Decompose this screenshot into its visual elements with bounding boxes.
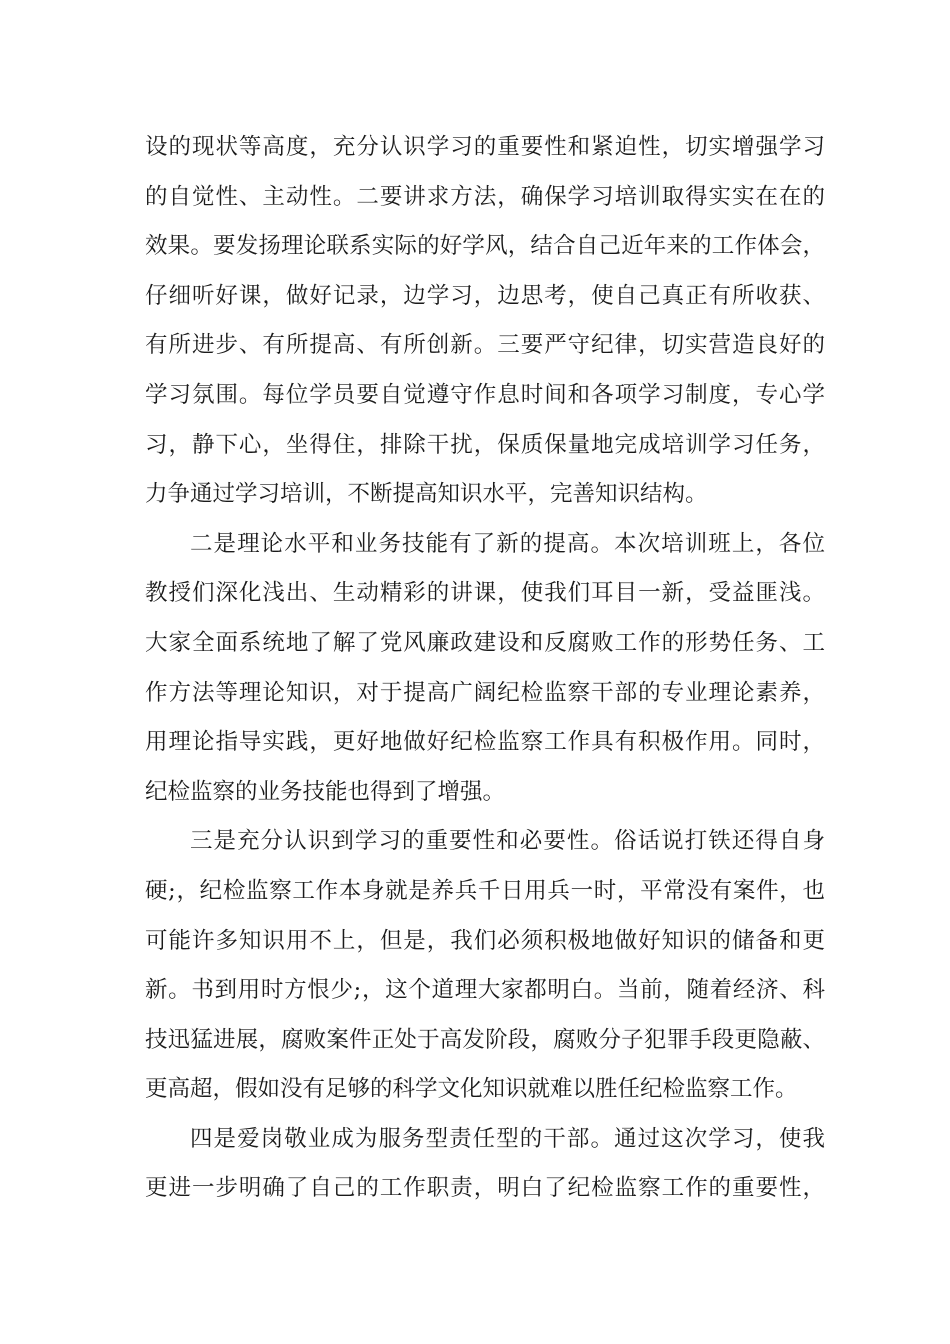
text-line: 技迅猛进展，腐败案件正处于高发阶段，腐败分子犯罪手段更隐蔽、	[145, 1026, 825, 1053]
text-line: 硬;，纪检监察工作本身就是养兵千日用兵一时，平常没有案件，也	[145, 877, 825, 904]
text-line: 更高超，假如没有足够的科学文化知识就难以胜任纪检监察工作。	[145, 1076, 798, 1103]
text-line: 学习氛围。每位学员要自觉遵守作息时间和各项学习制度，专心学	[145, 381, 825, 408]
text-line: 教授们深化浅出、生动精彩的讲课，使我们耳目一新，受益匪浅。	[145, 580, 825, 607]
text-line: 习，静下心，坐得住，排除干扰，保质保量地完成培训学习任务，	[145, 431, 825, 458]
paragraph-first-line: 三是充分认识到学习的重要性和必要性。俗话说打铁还得自身	[190, 828, 825, 855]
text-line: 效果。要发扬理论联系实际的好学风，结合自己近年来的工作体会，	[145, 233, 825, 260]
text-line: 作方法等理论知识，对于提高广阔纪检监察干部的专业理论素养，	[145, 679, 825, 706]
text-line: 大家全面系统地了解了党风廉政建设和反腐败工作的形势任务、工	[145, 629, 825, 656]
text-line: 纪检监察的业务技能也得到了增强。	[145, 778, 506, 805]
text-line: 仔细听好课，做好记录，边学习，边思考，使自己真正有所收获、	[145, 282, 825, 309]
text-line: 设的现状等高度，充分认识学习的重要性和紧迫性，切实增强学习	[145, 134, 825, 160]
body-text	[145, 123, 825, 1214]
text-line: 有所进步、有所提高、有所创新。三要严守纪律，切实营造良好的	[145, 332, 825, 359]
text-line: 用理论指导实践，更好地做好纪检监察工作具有积极作用。同时，	[145, 729, 825, 756]
paragraph-first-line: 二是理论水平和业务技能有了新的提高。本次培训班上，各位	[190, 530, 825, 557]
text-line: 可能许多知识用不上，但是，我们必须积极地做好知识的储备和更	[145, 927, 825, 954]
text-line: 力争通过学习培训，不断提高知识水平，完善知识结构。	[145, 481, 708, 508]
paragraph-first-line: 四是爱岗敬业成为服务型责任型的干部。通过这次学习，使我	[190, 1125, 825, 1152]
text-line: 更进一步明确了自己的工作职责，明白了纪检监察工作的重要性，	[145, 1175, 825, 1202]
text-line: 的自觉性、主动性。二要讲求方法，确保学习培训取得实实在在的	[145, 183, 825, 210]
text-line: 新。书到用时方恨少;，这个道理大家都明白。当前，随着经济、科	[145, 977, 825, 1004]
